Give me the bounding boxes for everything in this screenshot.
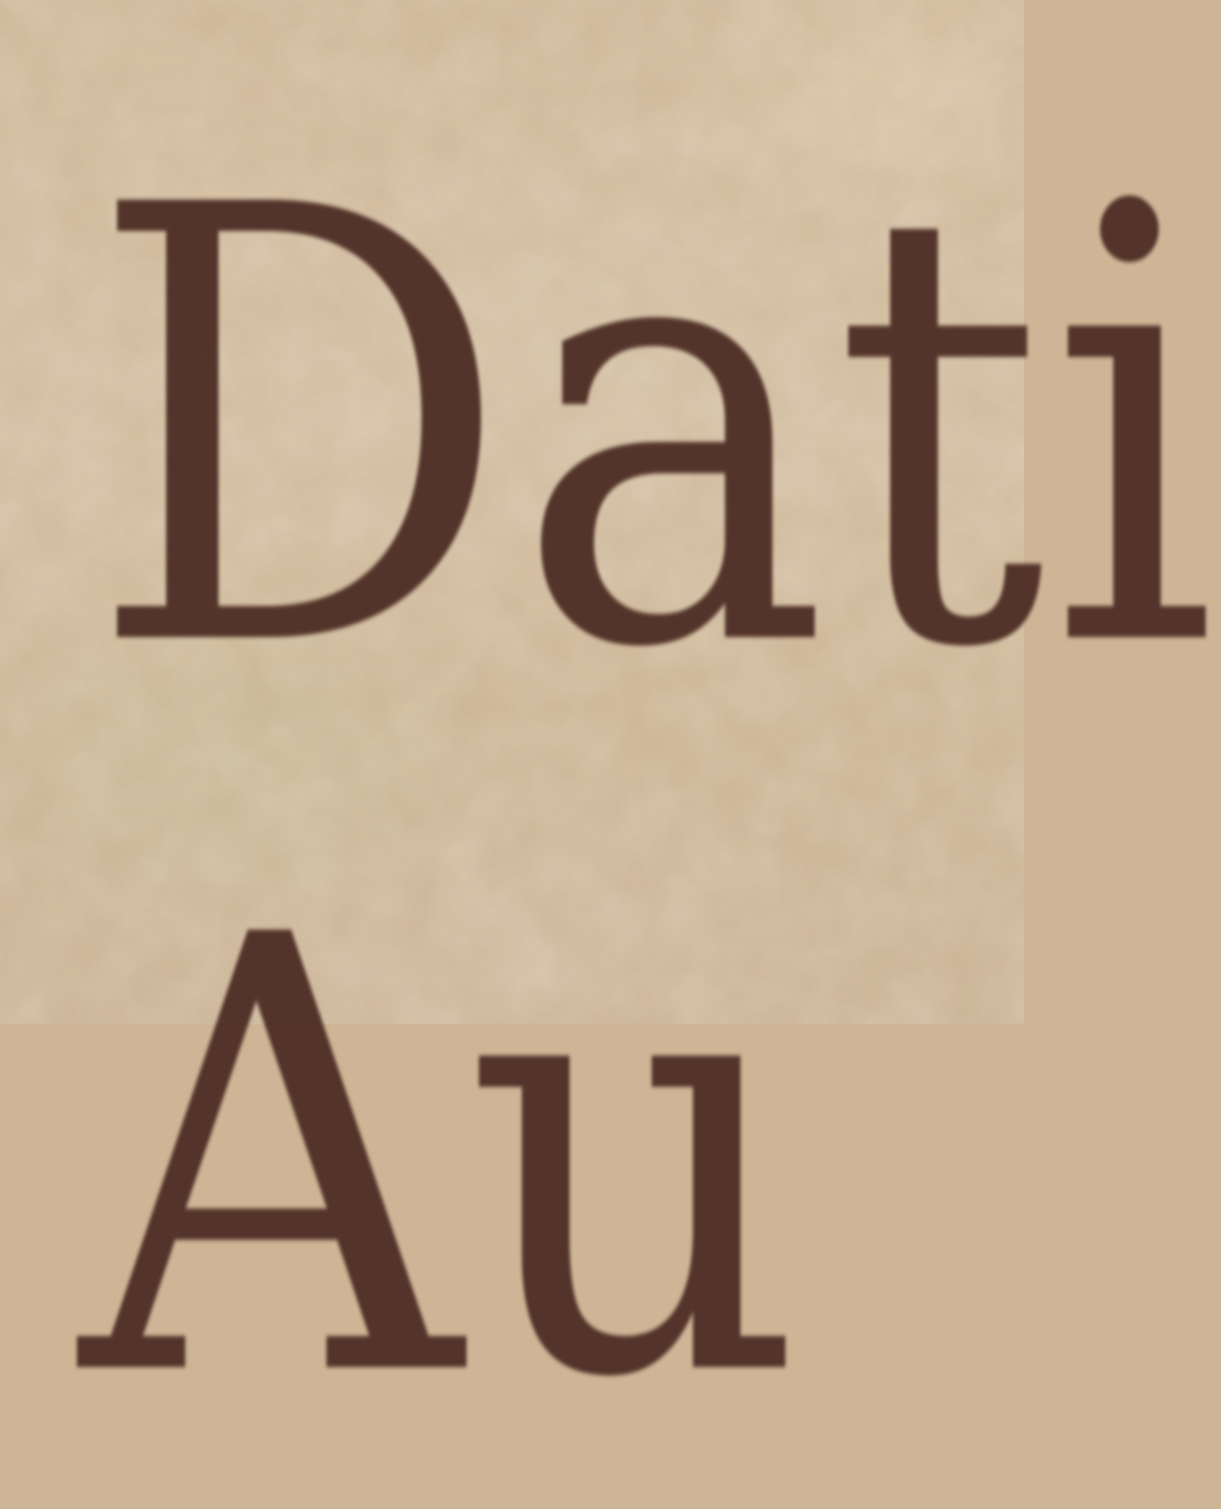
text-line-2: Au — [80, 810, 809, 1509]
text-line-1: Dati — [88, 80, 1221, 779]
